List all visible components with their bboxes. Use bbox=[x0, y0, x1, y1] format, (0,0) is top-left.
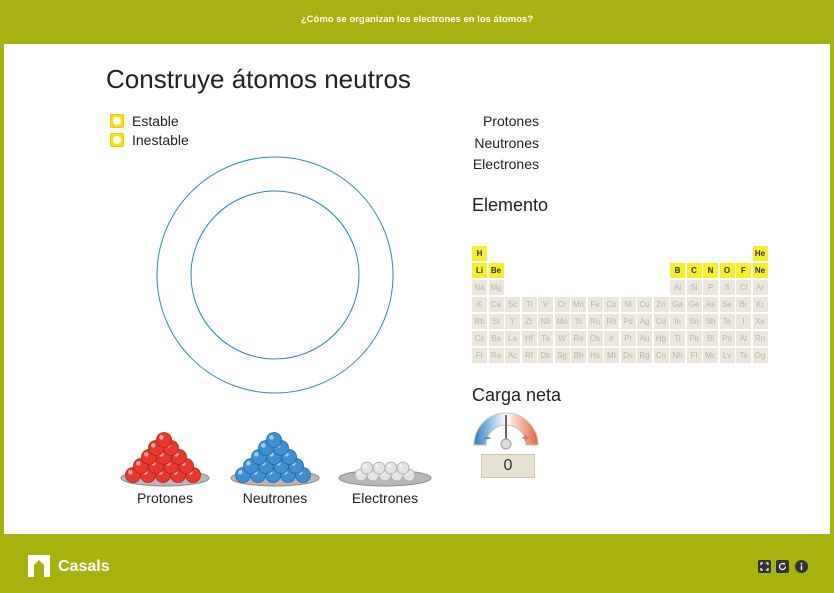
element-cell-mc: Mc bbox=[703, 348, 718, 363]
element-cell-nh: Nh bbox=[670, 348, 685, 363]
net-charge-title: Carga neta bbox=[472, 385, 562, 405]
neutron-particles[interactable] bbox=[236, 433, 311, 483]
element-cell-cd: Cd bbox=[654, 314, 669, 329]
element-cell-n[interactable]: N bbox=[703, 263, 718, 278]
fullscreen-icon[interactable] bbox=[758, 560, 771, 573]
element-cell-ne[interactable]: Ne bbox=[753, 263, 768, 278]
element-cell-og: Og bbox=[753, 348, 768, 363]
element-cell-in: In bbox=[670, 314, 685, 329]
element-cell-br: Br bbox=[736, 297, 751, 312]
atom-orbits[interactable] bbox=[151, 152, 401, 398]
electrons-bowl-label: Electrones bbox=[351, 490, 419, 506]
element-cell-be[interactable]: Be bbox=[489, 263, 504, 278]
element-cell-li[interactable]: Li bbox=[472, 263, 487, 278]
element-cell-ge: Ge bbox=[687, 297, 702, 312]
outer-orbit[interactable] bbox=[157, 157, 393, 393]
neutrons-bowl[interactable] bbox=[229, 430, 321, 488]
activity-stage bbox=[4, 44, 830, 534]
electrons-bowl[interactable] bbox=[337, 444, 433, 488]
electron-particle[interactable] bbox=[361, 462, 373, 474]
element-cell-fr: Fr bbox=[472, 348, 487, 363]
neutrons-bowl-label: Neutrones bbox=[242, 490, 308, 506]
element-cell-rf: Rf bbox=[522, 348, 537, 363]
element-cell-ir: Ir bbox=[604, 331, 619, 346]
element-cell-ca: Ca bbox=[489, 297, 504, 312]
unstable-marker-icon bbox=[110, 133, 124, 147]
element-cell-s: S bbox=[720, 280, 735, 295]
page-title: Construye átomos neutros bbox=[106, 64, 411, 94]
element-cell-rh: Rh bbox=[604, 314, 619, 329]
element-cell-cn: Cn bbox=[654, 348, 669, 363]
element-cell-ts: Ts bbox=[736, 348, 751, 363]
charge-gauge bbox=[471, 409, 541, 451]
element-cell-po: Po bbox=[720, 331, 735, 346]
element-cell-si: Si bbox=[687, 280, 702, 295]
neutrons-count-label: Neutrones bbox=[474, 135, 539, 151]
element-cell-o[interactable]: O bbox=[720, 263, 735, 278]
element-cell-tc: Tc bbox=[571, 314, 586, 329]
element-cell-fe: Fe bbox=[588, 297, 603, 312]
element-cell-xe: Xe bbox=[753, 314, 768, 329]
element-title: Elemento bbox=[472, 195, 549, 215]
element-cell-i: I bbox=[736, 314, 751, 329]
element-cell-rn: Rn bbox=[753, 331, 768, 346]
element-cell-zn: Zn bbox=[654, 297, 669, 312]
plus-sign: + bbox=[522, 431, 530, 445]
proton-particles[interactable] bbox=[126, 433, 201, 483]
protons-count-label: Protones bbox=[482, 113, 539, 129]
element-cell-lv: Lv bbox=[720, 348, 735, 363]
element-cell-k: K bbox=[472, 297, 487, 312]
element-cell-ag: Ag bbox=[637, 314, 652, 329]
brand-name: Casals bbox=[58, 558, 110, 575]
element-cell-ac: Ac bbox=[505, 348, 520, 363]
reload-icon[interactable] bbox=[776, 560, 789, 573]
element-cell-te: Te bbox=[720, 314, 735, 329]
element-cell-hg: Hg bbox=[654, 331, 669, 346]
element-cell-ta: Ta bbox=[538, 331, 553, 346]
electron-particle[interactable] bbox=[373, 462, 385, 474]
element-cell-rg: Rg bbox=[637, 348, 652, 363]
element-cell-bi: Bi bbox=[703, 331, 718, 346]
element-cell-p: P bbox=[703, 280, 718, 295]
stable-marker-icon bbox=[110, 114, 124, 128]
protons-bowl[interactable] bbox=[119, 430, 211, 488]
element-cell-ru: Ru bbox=[588, 314, 603, 329]
element-cell-cu: Cu bbox=[637, 297, 652, 312]
element-cell-na: Na bbox=[472, 280, 487, 295]
element-cell-w: W bbox=[555, 331, 570, 346]
element-cell-y: Y bbox=[505, 314, 520, 329]
element-cell-h[interactable]: H bbox=[472, 246, 487, 261]
element-cell-cr: Cr bbox=[555, 297, 570, 312]
element-cell-sr: Sr bbox=[489, 314, 504, 329]
minus-sign: − bbox=[484, 431, 492, 445]
element-cell-mg: Mg bbox=[489, 280, 504, 295]
element-cell-la: La bbox=[505, 331, 520, 346]
element-cell-ba: Ba bbox=[489, 331, 504, 346]
element-cell-mt: Mt bbox=[604, 348, 619, 363]
element-cell-bh: Bh bbox=[571, 348, 586, 363]
element-cell-cl: Cl bbox=[736, 280, 751, 295]
element-cell-ti: Ti bbox=[522, 297, 537, 312]
electron-particles[interactable] bbox=[355, 462, 415, 481]
element-cell-kr: Kr bbox=[753, 297, 768, 312]
activity-title: ¿Cómo se organizan los electrones en los átomos? bbox=[300, 14, 534, 25]
element-cell-al: Al bbox=[670, 280, 685, 295]
element-cell-sc: Sc bbox=[505, 297, 520, 312]
element-cell-b[interactable]: B bbox=[670, 263, 685, 278]
protons-bowl-label: Protones bbox=[136, 490, 194, 506]
neutron-particle[interactable] bbox=[267, 433, 282, 448]
net-charge-value: 0 bbox=[481, 454, 535, 478]
element-cell-os: Os bbox=[588, 331, 603, 346]
element-cell-at: At bbox=[736, 331, 751, 346]
element-cell-se: Se bbox=[720, 297, 735, 312]
element-cell-sn: Sn bbox=[687, 314, 702, 329]
element-cell-ga: Ga bbox=[670, 297, 685, 312]
element-cell-v: V bbox=[538, 297, 553, 312]
info-icon[interactable] bbox=[795, 560, 808, 573]
element-cell-hs: Hs bbox=[588, 348, 603, 363]
electrons-count-label: Electrones bbox=[472, 156, 539, 172]
element-cell-co: Co bbox=[604, 297, 619, 312]
legend-unstable: Inestable bbox=[110, 132, 189, 148]
casals-logo-icon bbox=[26, 553, 52, 579]
element-cell-ra: Ra bbox=[489, 348, 504, 363]
footer-bar bbox=[0, 538, 834, 593]
element-cell-au: Au bbox=[637, 331, 652, 346]
element-cell-f[interactable]: F bbox=[736, 263, 751, 278]
electron-particle[interactable] bbox=[397, 462, 409, 474]
element-cell-re: Re bbox=[571, 331, 586, 346]
element-cell-zr: Zr bbox=[522, 314, 537, 329]
element-cell-ti: Ti bbox=[670, 331, 685, 346]
element-cell-pd: Pd bbox=[621, 314, 636, 329]
element-cell-cs: Cs bbox=[472, 331, 487, 346]
element-cell-rb: Rb bbox=[472, 314, 487, 329]
legend-stable: Estable bbox=[110, 113, 179, 129]
proton-particle[interactable] bbox=[157, 433, 172, 448]
element-cell-ds: Ds bbox=[621, 348, 636, 363]
element-cell-nb: Nb bbox=[538, 314, 553, 329]
element-cell-pb: Pb bbox=[687, 331, 702, 346]
element-cell-sb: Sb bbox=[703, 314, 718, 329]
element-cell-hf: Hf bbox=[522, 331, 537, 346]
element-cell-pt: Pt bbox=[621, 331, 636, 346]
element-cell-c[interactable]: C bbox=[687, 263, 702, 278]
element-cell-fl: Fl bbox=[687, 348, 702, 363]
electron-particle[interactable] bbox=[385, 462, 397, 474]
element-cell-as: As bbox=[703, 297, 718, 312]
element-cell-db: Db bbox=[538, 348, 553, 363]
element-cell-ar: Ar bbox=[753, 280, 768, 295]
top-bar bbox=[0, 0, 834, 44]
element-cell-mn: Mn bbox=[571, 297, 586, 312]
inner-orbit[interactable] bbox=[191, 191, 359, 359]
element-cell-sg: Sg bbox=[555, 348, 570, 363]
element-cell-ni: Ni bbox=[621, 297, 636, 312]
element-cell-mo: Mo bbox=[555, 314, 570, 329]
element-cell-he[interactable]: He bbox=[753, 246, 768, 261]
